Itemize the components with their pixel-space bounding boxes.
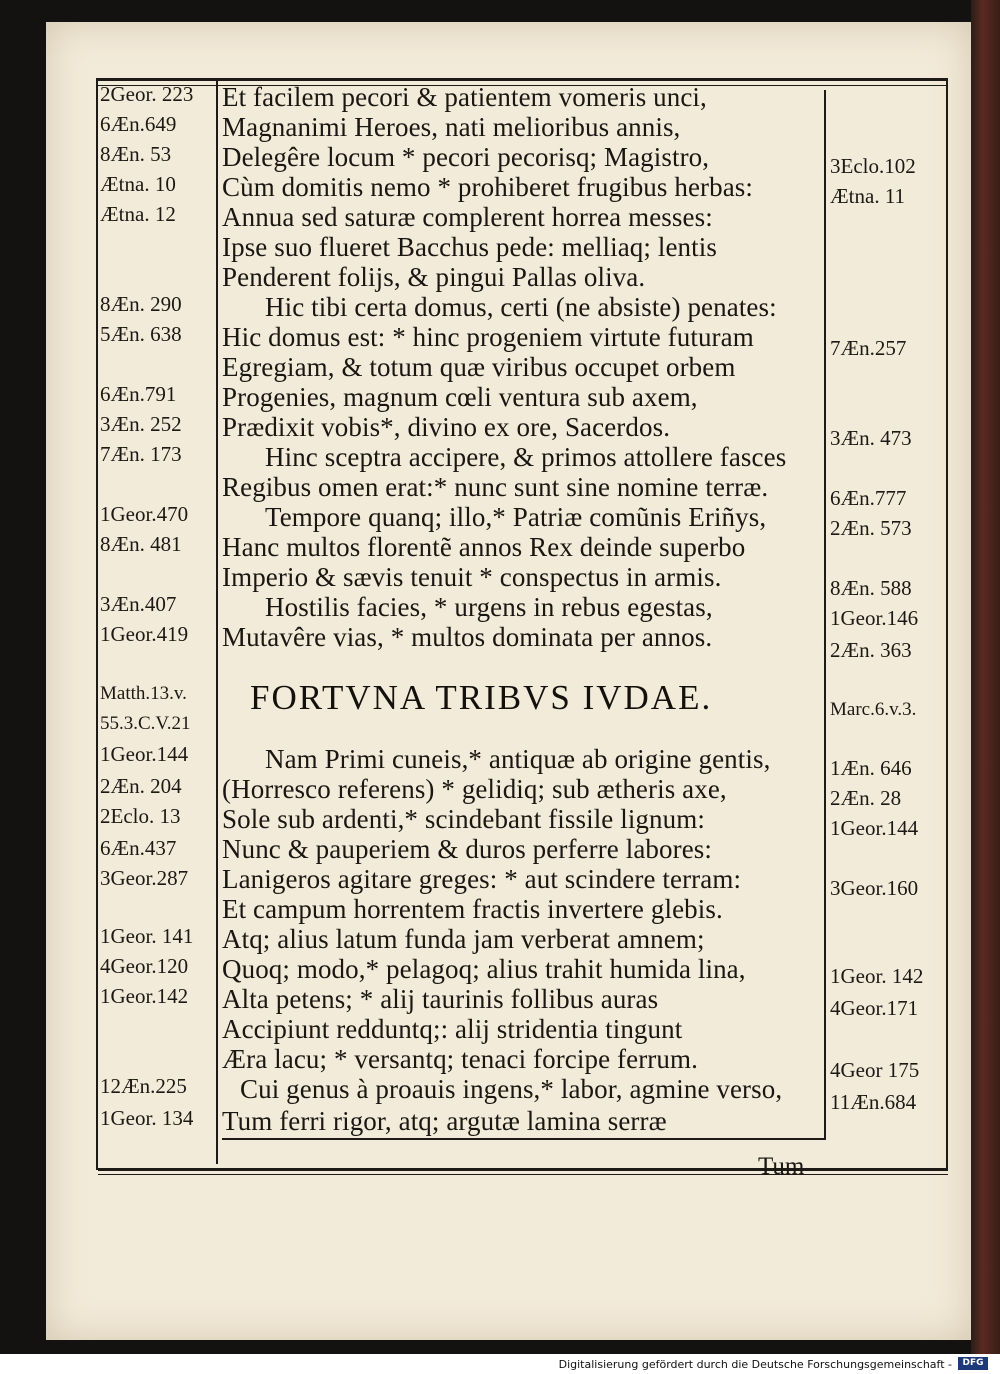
right-ref: 2Æn. 28 xyxy=(830,786,902,810)
bottom-rule-thin xyxy=(98,1174,948,1175)
left-inner-rule xyxy=(216,80,218,1164)
verse-line: Hic tibi certa domus, certi (ne absiste) penates: xyxy=(265,292,777,322)
verse-line: Regibus omen erat:* nunc sunt sine nomine terræ. xyxy=(222,472,769,502)
left-ref: 1Geor. 141 xyxy=(100,924,194,948)
left-ref: Ætna. 12 xyxy=(100,202,176,226)
verse-line: Cùm domitis nemo * prohiberet frugibus herbas: xyxy=(222,172,754,202)
left-ref: 6Æn.791 xyxy=(100,382,177,406)
right-ref: 3Eclo.102 xyxy=(830,154,916,178)
left-ref: 1Geor.142 xyxy=(100,984,189,1008)
verse-line: Quoq; modo,* pelagoq; alius trahit humida lina, xyxy=(222,954,746,984)
right-ref: 3Geor.160 xyxy=(830,876,919,900)
verse-line: Delegêre locum * pecori pecorisq; Magistro, xyxy=(222,142,710,172)
verse-line: Et facilem pecori & patientem vomeris unci, xyxy=(222,82,707,112)
left-outer-rule xyxy=(96,78,98,1170)
left-ref: 5Æn. 638 xyxy=(100,322,182,346)
right-ref: 2Æn. 573 xyxy=(830,516,912,540)
right-ref: 2Æn. 363 xyxy=(830,638,912,662)
footer-bar xyxy=(0,1354,1000,1374)
verse-line: Progenies, magnum cœli ventura sub axem, xyxy=(222,382,698,412)
verse-line: Cui genus à proauis ingens,* labor, agmine verso, xyxy=(240,1074,783,1104)
right-ref: 6Æn.777 xyxy=(830,486,907,510)
verse-line: Hinc sceptra accipere, & primos attollere fasces xyxy=(265,442,787,472)
verse-line: Prædixit vobis*, divino ex ore, Sacerdos. xyxy=(222,412,671,442)
right-ref: Ætna. 11 xyxy=(830,184,906,208)
left-ref: Matth.13.v. xyxy=(100,683,187,704)
funding-notice: Digitalisierung gefördert durch die Deutsche Forschungsgemeinschaft - xyxy=(558,1358,952,1371)
verse-line: Hostilis facies, * urgens in rebus egestas, xyxy=(265,592,713,622)
verse-line: Egregiam, & totum quæ viribus occupet orbem xyxy=(222,352,736,382)
verse-line: Tempore quanq; illo,* Patriæ comũnis Eriñys, xyxy=(265,502,767,532)
verse-line: Et campum horrentem fractis invertere glebis. xyxy=(222,894,723,924)
verse-line: (Horresco referens) * gelidiq; sub ætheris axe, xyxy=(222,774,727,804)
left-ref: 6Æn.437 xyxy=(100,836,177,860)
verse-line: Nunc & pauperiem & duros perferre labores: xyxy=(222,834,713,864)
left-ref: 4Geor.120 xyxy=(100,954,189,978)
verse-line: Accipiunt redduntq;: alij stridentia tingunt xyxy=(222,1014,683,1044)
left-ref: 2Eclo. 13 xyxy=(100,804,181,828)
verse-line: Atq; alius latum funda jam verberat amnem; xyxy=(222,924,705,954)
right-ref: Marc.6.v.3. xyxy=(830,699,917,720)
left-ref: 2Geor. 223 xyxy=(100,82,194,106)
verse-line: Mutavêre vias, * multos dominata per annos. xyxy=(222,622,713,652)
verse-line: Magnanimi Heroes, nati melioribus annis, xyxy=(222,112,681,142)
left-ref: 1Geor.470 xyxy=(100,502,189,526)
verse-line: Lanigeros agitare greges: * aut scindere terram: xyxy=(222,864,742,894)
verse-line: Sole sub ardenti,* scindebant fissile lignum: xyxy=(222,804,705,834)
verse-line: Æra lacu; * versantq; tenaci forcipe ferrum. xyxy=(222,1044,698,1074)
left-ref: 2Æn. 204 xyxy=(100,774,182,798)
verse-line: Annua sed saturæ complerent horrea messes: xyxy=(222,202,713,232)
verse-line: Hanc multos florentẽ annos Rex deinde superbo xyxy=(222,532,746,562)
left-ref: 7Æn. 173 xyxy=(100,442,182,466)
right-ref: 1Geor.144 xyxy=(830,816,919,840)
right-ref: 11Æn.684 xyxy=(830,1090,917,1114)
right-ref: 8Æn. 588 xyxy=(830,576,912,600)
right-ref: 3Æn. 473 xyxy=(830,426,912,450)
right-ref: 7Æn.257 xyxy=(830,336,907,360)
verse-line: Hic domus est: * hinc progeniem virtute futuram xyxy=(222,322,754,352)
verse-line: Ipse suo flueret Bacchus pede: melliaq; lentis xyxy=(222,232,717,262)
right-ref: 1Geor.146 xyxy=(830,606,919,630)
left-ref: 55.3.C.V.21 xyxy=(100,713,191,734)
left-ref: 8Æn. 53 xyxy=(100,142,172,166)
left-ref: 3Æn. 252 xyxy=(100,412,182,436)
left-ref: 3Geor.287 xyxy=(100,866,189,890)
right-ref: 4Geor.171 xyxy=(830,996,919,1020)
right-ref: 4Geor 175 xyxy=(830,1058,920,1082)
catchword: Tum xyxy=(758,1153,805,1180)
dfg-logo: DFG xyxy=(958,1357,988,1370)
left-ref: 8Æn. 481 xyxy=(100,532,182,556)
left-ref: 1Geor.419 xyxy=(100,622,189,646)
right-inner-rule xyxy=(824,90,826,1140)
section-heading: FORTVNA TRIBVS IVDAE. xyxy=(250,678,713,717)
left-ref: 12Æn.225 xyxy=(100,1074,187,1098)
right-ref: 1Æn. 646 xyxy=(830,756,912,780)
left-ref: 6Æn.649 xyxy=(100,112,177,136)
left-ref: 8Æn. 290 xyxy=(100,292,182,316)
verse-line: Imperio & sævis tenuit * conspectus in armis. xyxy=(222,562,722,592)
verse-line: Alta petens; * alij taurinis follibus auras xyxy=(222,984,659,1014)
verse-line: Tum ferri rigor, atq; argutæ lamina serræ xyxy=(222,1106,667,1136)
verse-line: Nam Primi cuneis,* antiquæ ab origine gentis, xyxy=(265,744,771,774)
text-bottom-rule xyxy=(222,1138,824,1140)
left-ref: Ætna. 10 xyxy=(100,172,176,196)
left-ref: 1Geor. 134 xyxy=(100,1106,194,1130)
left-ref: 3Æn.407 xyxy=(100,592,177,616)
verse-line: Penderent folijs, & pingui Pallas oliva. xyxy=(222,262,646,292)
bottom-rule xyxy=(98,1168,948,1171)
book-edge xyxy=(971,0,1000,1354)
right-ref: 1Geor. 142 xyxy=(830,964,924,988)
top-rule xyxy=(96,78,948,81)
left-ref: 1Geor.144 xyxy=(100,742,189,766)
